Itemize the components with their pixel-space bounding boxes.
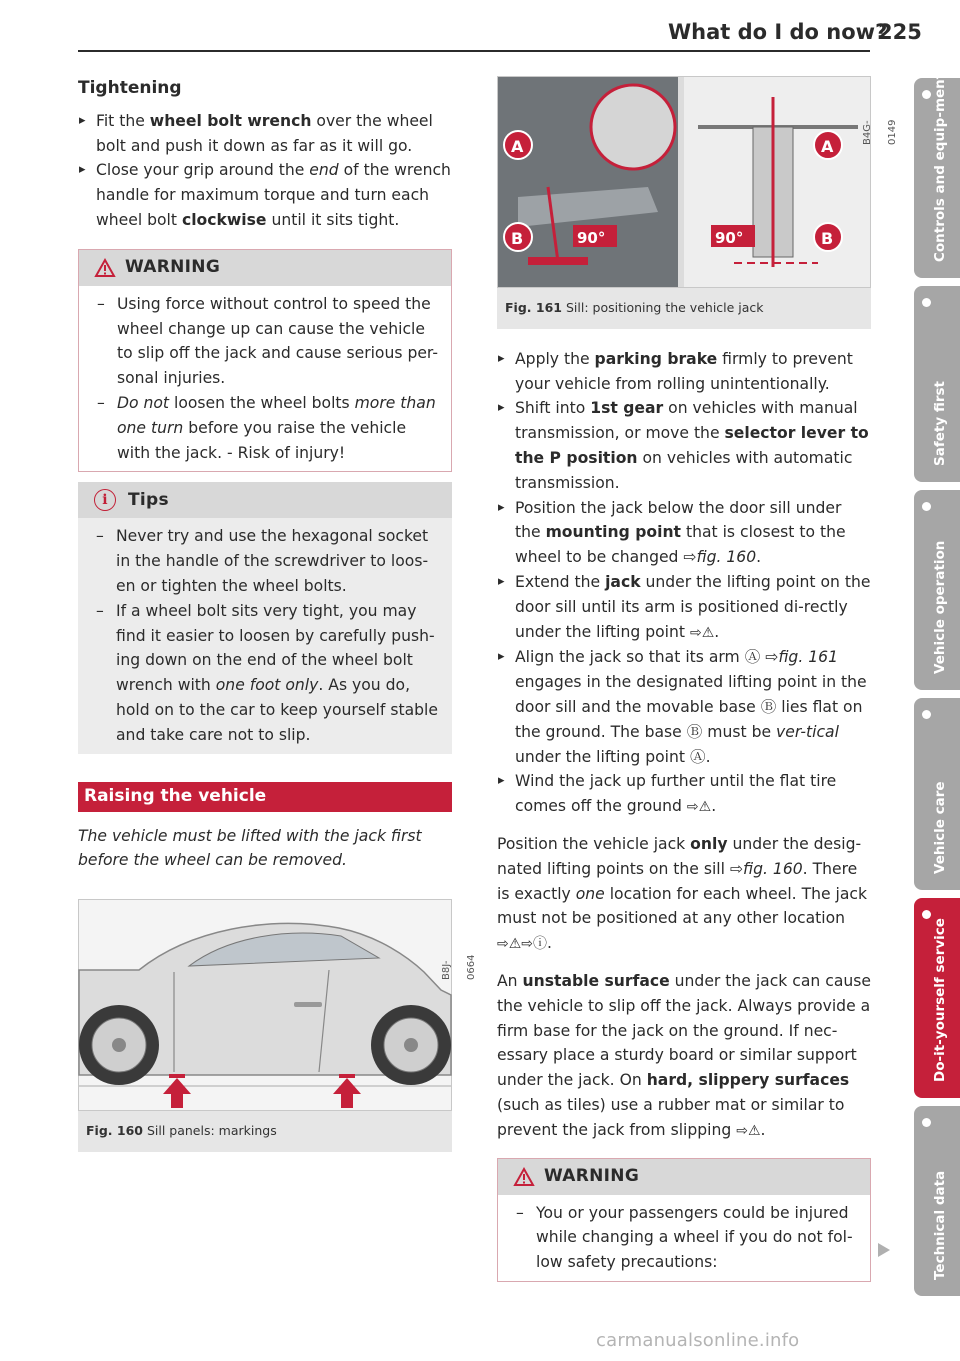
figure-code: B8J-0664 [441, 954, 477, 981]
left-column [78, 72, 477, 1152]
list-item: – Never try and use the hexagonal socket in the handle of the screwdriver to loos-en or tighten the wheel bolts. [90, 524, 440, 598]
figure-reference-link[interactable]: fig. 160 [696, 548, 757, 567]
warning-ref-icon[interactable]: ⚠ [508, 936, 522, 953]
section-intro: The vehicle must be lifted with the jack first before the wheel can be removed. [78, 826, 422, 870]
info-icon: i [94, 489, 116, 511]
list-item: – Using force without control to speed the wheel change up can cause the vehicle to slip off the jack and cause serious per-sonal injuries. [91, 292, 439, 391]
marker-a: A [511, 137, 524, 156]
thumb-tab-care[interactable]: Vehicle care [914, 698, 960, 890]
figure-code: B4G-0149 [862, 119, 898, 145]
tips-title: Tips [128, 489, 169, 510]
thumb-tab-technical[interactable]: Technical data [914, 1106, 960, 1296]
figure-caption: Fig. 160 Sill panels: markings [86, 1123, 277, 1139]
tab-dot-icon [922, 910, 931, 919]
paragraph: Position the vehicle jack only under the desig-nated lifting points on the sill ⇨fig. 160. There is exactly one location for each wheel. The jack must not be positioned at any other location ⇨⚠⇨ⓘ. [497, 834, 868, 953]
warning-ref-icon[interactable]: ⚠ [701, 624, 715, 641]
marker-b: B [821, 229, 834, 248]
thumb-tab-operation[interactable]: Vehicle operation [914, 490, 960, 690]
list-item: ▸ Extend the jack under the lifting point on the door sill until its arm is positioned di-rectly under the lifting point ⇨⚠. [497, 570, 871, 645]
car-illustration [78, 899, 477, 1111]
list-item: – If a wheel bolt sits very tight, you may find it easier to loosen by carefully push-ing down on the end of the wheel bolt wrench with one foot only. As you do, hold on to the car to keep yourself stable and take care not to slip. [90, 599, 440, 748]
warning-box [497, 1158, 871, 1282]
tab-dot-icon [922, 1118, 931, 1127]
thumb-tab-controls[interactable]: Controls and equip-ment [914, 78, 960, 278]
thumb-tab-diy[interactable]: Do-it-yourself service [914, 898, 960, 1098]
tips-box [78, 482, 452, 753]
paragraph: An unstable surface under the jack can cause the vehicle to slip off the jack. Always provide a firm base for the jack on the ground. If nec-essary place a sturdy board or similar support under the jack. On hard, slippery surfaces (such as tiles) use a rubber mat or similar to prevent the jack from slipping ⇨⚠. [497, 971, 871, 1139]
tightening-steps [78, 109, 452, 233]
caution-ref-icon[interactable]: ⓘ [533, 936, 548, 953]
angle-label: 90° [715, 229, 744, 247]
list-item: – You or your passengers could be injured while changing a wheel if you do not fol-low safety precautions: [510, 1201, 858, 1275]
jack-illustration [497, 76, 898, 288]
jack-diagram-icon [498, 77, 870, 287]
warning-ref-icon[interactable]: ⚠ [747, 1122, 761, 1139]
tab-dot-icon [922, 90, 931, 99]
warning-title: WARNING [125, 257, 221, 278]
list-item: ▸ Fit the wheel bolt wrench over the wheel bolt and push it down as far as it will go. [78, 109, 452, 159]
thumb-tab-safety[interactable]: Safety first [914, 286, 960, 482]
list-item: ▸ Wind the jack up further until the flat tire comes off the ground ⇨⚠. [497, 769, 871, 820]
list-item: ▸ Shift into 1st gear on vehicles with manual transmission, or move the selector lever to the P position on vehicles with automatic transmission. [497, 396, 871, 495]
warning-header [498, 1159, 870, 1195]
right-column [497, 76, 898, 1282]
warning-triangle-icon [514, 1168, 534, 1186]
raising-steps [497, 347, 871, 820]
running-header-title: What do I do now? [668, 20, 888, 44]
figure-160 [78, 899, 477, 1152]
marker-a: A [821, 137, 834, 156]
car-side-icon [79, 900, 451, 1110]
header-rule [78, 50, 870, 52]
tab-dot-icon [922, 502, 931, 511]
warning-triangle-icon [95, 259, 115, 277]
figure-reference-link[interactable]: fig. 161 [778, 648, 838, 667]
section-heading-raising: Raising the vehicle [78, 782, 452, 812]
list-item: ▸ Close your grip around the end of the wrench handle for maximum torque and turn each wheel bolt clockwise until it sits tight. [78, 158, 452, 232]
tab-dot-icon [922, 710, 931, 719]
marker-b: B [511, 229, 524, 248]
callout-b-icon: Ⓑ [686, 722, 703, 741]
list-item: ▸ Align the jack so that its arm Ⓐ ⇨fig. 161 engages in the designated lifting point in the door sill and the movable base Ⓑ lies flat on the ground. The base Ⓑ must be ver-tical under the lifting point Ⓐ. [497, 645, 871, 769]
page-number: 225 [878, 20, 922, 44]
tightening-heading: Tightening [78, 78, 182, 98]
continue-arrow-icon [878, 1243, 890, 1257]
callout-a-icon: Ⓐ [689, 747, 706, 766]
tab-dot-icon [922, 298, 931, 307]
angle-label: 90° [577, 229, 606, 247]
warning-ref-icon[interactable]: ⚠ [698, 799, 712, 816]
list-item: ▸ Apply the parking brake firmly to prevent your vehicle from rolling unintentionally. [497, 347, 871, 397]
list-item: ▸ Position the jack below the door sill under the mounting point that is closest to the wheel to be changed ⇨fig. 160. [497, 496, 871, 570]
figure-reference-link[interactable]: fig. 160 [743, 859, 803, 878]
warning-title: WARNING [544, 1166, 640, 1187]
warning-header [79, 250, 451, 286]
tips-header [78, 482, 452, 518]
list-item: – Do not loosen the wheel bolts more than one turn before you raise the vehicle with the jack. - Risk of injury! [91, 391, 439, 465]
callout-b-icon: Ⓑ [760, 697, 777, 716]
warning-box [78, 249, 452, 473]
callout-a-icon: Ⓐ [744, 648, 761, 667]
footer-watermark: carmanualsonline.info [596, 1330, 800, 1351]
figure-caption: Fig. 161 Sill: positioning the vehicle jack [505, 300, 764, 315]
figure-161 [497, 76, 898, 329]
